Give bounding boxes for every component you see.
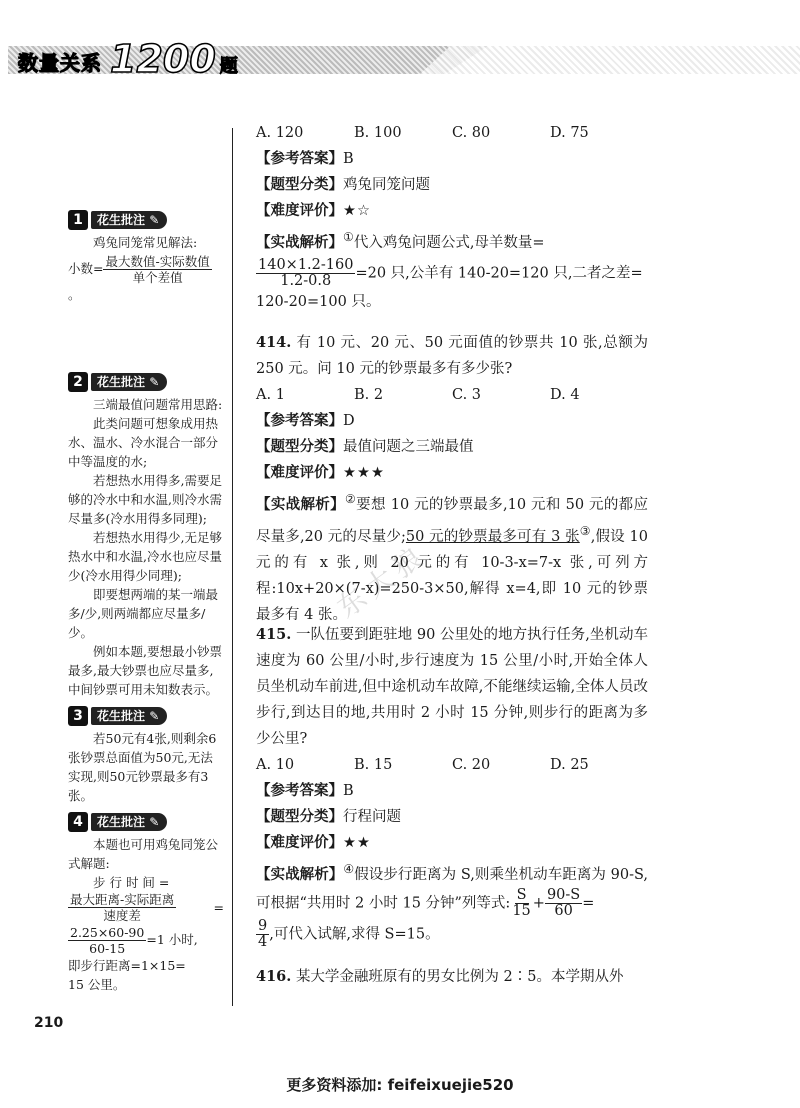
note-label <box>91 707 167 725</box>
analysis-text: 代入鸡兔问题公式,母羊数量= <box>353 234 545 251</box>
analysis-text: =20 只,公羊有 140-20=120 只,二者之差= <box>355 265 643 282</box>
note-label-text: 花生批注 <box>97 708 146 723</box>
footer-note: 更多资料添加: feifeixuejie520 <box>286 1076 514 1094</box>
type-value: 最值问题之三端最值 <box>343 439 474 455</box>
type-row <box>256 172 648 198</box>
note-body <box>68 835 224 994</box>
options-row <box>256 382 648 408</box>
analysis-fraction <box>256 258 355 289</box>
note-text: 例如本题,要想最小钞票最多,最大钞票也应尽量多,中间钞票可用未知数表示。 <box>68 644 222 697</box>
footnote-mark: ① <box>343 230 354 244</box>
book-series: 数量关系 <box>18 51 102 75</box>
note-label <box>91 373 167 391</box>
difficulty-stars: ★★★ <box>343 465 385 481</box>
note-text: 此类问题可想象成用热水、温水、冷水混合一部分中等温度的水; <box>68 416 219 469</box>
note-label <box>91 813 167 831</box>
pen-icon: ✎ <box>149 374 160 389</box>
answer-key: 【参考答案】 <box>256 783 343 799</box>
difficulty-key: 【难度评价】 <box>256 203 343 219</box>
fraction-numerator: 90-S <box>546 886 581 903</box>
question-stem <box>256 622 648 752</box>
type-value: 鸡兔同笼问题 <box>343 177 430 193</box>
type-row <box>256 804 648 830</box>
option: D. 75 <box>550 125 589 141</box>
difficulty-stars: ★★ <box>343 835 371 851</box>
pen-icon: ✎ <box>149 212 160 227</box>
fraction-numerator: 9 <box>258 917 268 934</box>
fraction-numerator: 2.25×60-90 <box>70 925 145 940</box>
fraction-numerator: 最大数值-实际数值 <box>105 254 210 269</box>
note-text: 若想热水用得少,无足够热水中和水温,冷水也应尽量少(冷水用得少同理); <box>68 530 222 583</box>
note-text: 三端最值问题常用思路: <box>93 397 223 412</box>
analysis-text: 要想 10 元的钞票最多,10 元和 50 元的都应尽量多,20 元的尽量少; <box>256 496 649 545</box>
formula-suffix: 。 <box>68 287 81 302</box>
analysis-row <box>256 486 648 628</box>
analysis-row <box>256 258 648 289</box>
sidebar-note-4 <box>68 812 224 994</box>
note-formula <box>68 925 224 956</box>
analysis-underlined: 50 元的钞票最多可有 3 张 <box>405 528 580 545</box>
sidebar-note-1 <box>68 210 224 304</box>
type-key: 【题型分类】 <box>256 809 343 825</box>
question-416 <box>256 964 648 990</box>
fraction-numerator: 最大距离-实际距离 <box>70 892 175 907</box>
formula-tail: =1 小时, <box>146 932 198 947</box>
note-body <box>68 729 224 805</box>
fraction-denominator: 60 <box>554 902 573 919</box>
difficulty-row <box>256 460 648 486</box>
analysis-fraction <box>256 919 269 950</box>
analysis-key: 【实战解析】 <box>256 866 344 883</box>
watermark: 东大狼 <box>330 537 433 625</box>
note-head <box>68 372 224 392</box>
analysis-key: 【实战解析】 <box>256 234 343 251</box>
question-number: 416. <box>256 968 292 985</box>
type-row <box>256 434 648 460</box>
option: B. 15 <box>354 757 393 773</box>
note-formula <box>68 254 224 304</box>
question-414 <box>256 330 648 628</box>
pen-icon: ✎ <box>149 814 160 829</box>
note-formula <box>68 892 224 923</box>
note-number: 2 <box>68 372 88 392</box>
analysis-row <box>256 224 648 256</box>
fraction-numerator: S <box>516 886 527 903</box>
note-label-text: 花生批注 <box>97 374 146 389</box>
options-row <box>256 752 648 778</box>
fraction-denominator: 4 <box>258 933 268 950</box>
note-number: 4 <box>68 812 88 832</box>
type-key: 【题型分类】 <box>256 439 343 455</box>
analysis-text: ,可代入试解,求得 S=15。 <box>269 926 440 943</box>
fraction-numerator: 140×1.2-160 <box>258 256 354 273</box>
analysis-key: 【实战解析】 <box>256 496 345 513</box>
option: C. 20 <box>452 757 491 773</box>
answer-key: 【参考答案】 <box>256 413 343 429</box>
question-text: 一队伍要到距驻地 90 公里处的地方执行任务,坐机动车速度为 60 公里/小时,步行速度为 15 公里/小时,开始全体人员坐机动车前进,但中途机动车故障,不能继续运输,全体人员改步行,到达目的地,共用时 2 小时 15 分钟,则步行的距离为多少公里? <box>256 627 648 747</box>
answer-value: B <box>343 151 354 167</box>
type-value: 行程问题 <box>343 809 401 825</box>
fraction-denominator: 速度差 <box>103 908 141 923</box>
answer-row <box>256 778 648 804</box>
option: A. 1 <box>256 387 285 403</box>
book-title <box>18 37 238 81</box>
formula-fraction <box>68 892 176 923</box>
note-text: 即步行距离=1×15= <box>68 958 186 973</box>
difficulty-row <box>256 198 648 224</box>
analysis-text: ,假设 10 元的有 x 张,则 20 元的有 10-3-x=7-x 张,可列方程:10x+20×(7-x)=250-3×50,解得 x=4,即 10 元的钞票最多有 4 张。 <box>256 528 649 623</box>
analysis-row <box>256 856 648 919</box>
note-head <box>68 210 224 230</box>
question-text: 有 10 元、20 元、50 元面值的钞票共 10 张,总额为 250 元。问 10 元的钞票最多有多少张? <box>256 335 648 377</box>
question-stem <box>256 964 648 990</box>
formula-prefix: 小数= <box>68 261 104 276</box>
book-count: 1200 <box>110 37 216 81</box>
formula-fraction <box>68 925 146 956</box>
formula-fraction <box>103 254 211 285</box>
option: C. 80 <box>452 125 491 141</box>
footnote-mark: ② <box>344 492 357 506</box>
note-text: 15 公里。 <box>68 977 126 992</box>
answer-value: D <box>343 413 355 429</box>
question-number: 414. <box>256 334 292 351</box>
sidebar-note-3 <box>68 706 224 805</box>
fraction-denominator: 单个差值 <box>132 270 183 285</box>
note-text: 鸡兔同笼常见解法: <box>93 235 198 250</box>
pen-icon: ✎ <box>149 708 160 723</box>
analysis-row <box>256 919 648 950</box>
analysis-fraction <box>510 888 532 919</box>
type-key: 【题型分类】 <box>256 177 343 193</box>
answer-value: B <box>343 783 354 799</box>
option: B. 2 <box>354 387 384 403</box>
fraction-denominator: 1.2-0.8 <box>280 272 332 289</box>
note-text: 步 行 时 间 = <box>93 875 170 890</box>
note-number: 1 <box>68 210 88 230</box>
options-row <box>256 120 648 146</box>
option: D. 4 <box>550 387 580 403</box>
difficulty-stars: ★☆ <box>343 203 371 219</box>
note-head <box>68 706 224 726</box>
question-415 <box>256 622 648 950</box>
note-label-text: 花生批注 <box>97 212 146 227</box>
page-number: 210 <box>34 1015 64 1031</box>
analysis-plus: + <box>532 895 545 912</box>
note-text: 若50元有4张,则剩余6张钞票总面值为50元,无法实现,则50元钞票最多有3张。 <box>68 731 217 803</box>
note-body <box>68 233 224 304</box>
formula-equals: = <box>213 900 224 915</box>
option: B. 100 <box>354 125 402 141</box>
note-text: 即要想两端的某一端最多/少,则两端都应尽量多/少。 <box>68 587 219 640</box>
note-head <box>68 812 224 832</box>
question-413 <box>256 120 648 315</box>
analysis-fraction <box>545 888 582 919</box>
note-label <box>91 211 167 229</box>
note-text: 本题也可用鸡兔同笼公式解题: <box>68 837 219 871</box>
answer-row <box>256 408 648 434</box>
option: D. 25 <box>550 757 589 773</box>
answer-key: 【参考答案】 <box>256 151 343 167</box>
difficulty-row <box>256 830 648 856</box>
fraction-denominator: 15 <box>512 902 531 919</box>
option: A. 120 <box>256 125 304 141</box>
book-suffix: 题 <box>219 56 238 77</box>
analysis-equals: = <box>582 895 595 912</box>
sidebar-note-2 <box>68 372 224 699</box>
analysis-row: 120-20=100 只。 <box>256 293 381 310</box>
difficulty-key: 【难度评价】 <box>256 835 343 851</box>
option: C. 3 <box>452 387 482 403</box>
fraction-denominator: 60-15 <box>89 941 126 956</box>
note-text: 若想热水用得多,需要足够的冷水中和水温,则冷水需尽量多(冷水用得多同理); <box>68 473 222 526</box>
question-text: 某大学金融班原有的男女比例为 2∶5。本学期从外 <box>295 969 624 985</box>
note-label-text: 花生批注 <box>97 814 146 829</box>
question-stem <box>256 330 648 382</box>
question-number: 415. <box>256 626 292 643</box>
footnote-mark: ③ <box>579 523 591 538</box>
column-divider <box>232 128 233 1006</box>
answer-row <box>256 146 648 172</box>
analysis-text: 假设步行距离为 S,则乘坐机动车距离为 90-S,可根据“共用时 2 小时 15 分钟”列等式: <box>256 866 648 912</box>
footnote-mark: ④ <box>343 862 355 876</box>
header-banner-fade <box>420 46 800 74</box>
note-body <box>68 395 224 699</box>
difficulty-key: 【难度评价】 <box>256 465 343 481</box>
page-header <box>0 36 800 84</box>
note-number: 3 <box>68 706 88 726</box>
option: A. 10 <box>256 757 295 773</box>
